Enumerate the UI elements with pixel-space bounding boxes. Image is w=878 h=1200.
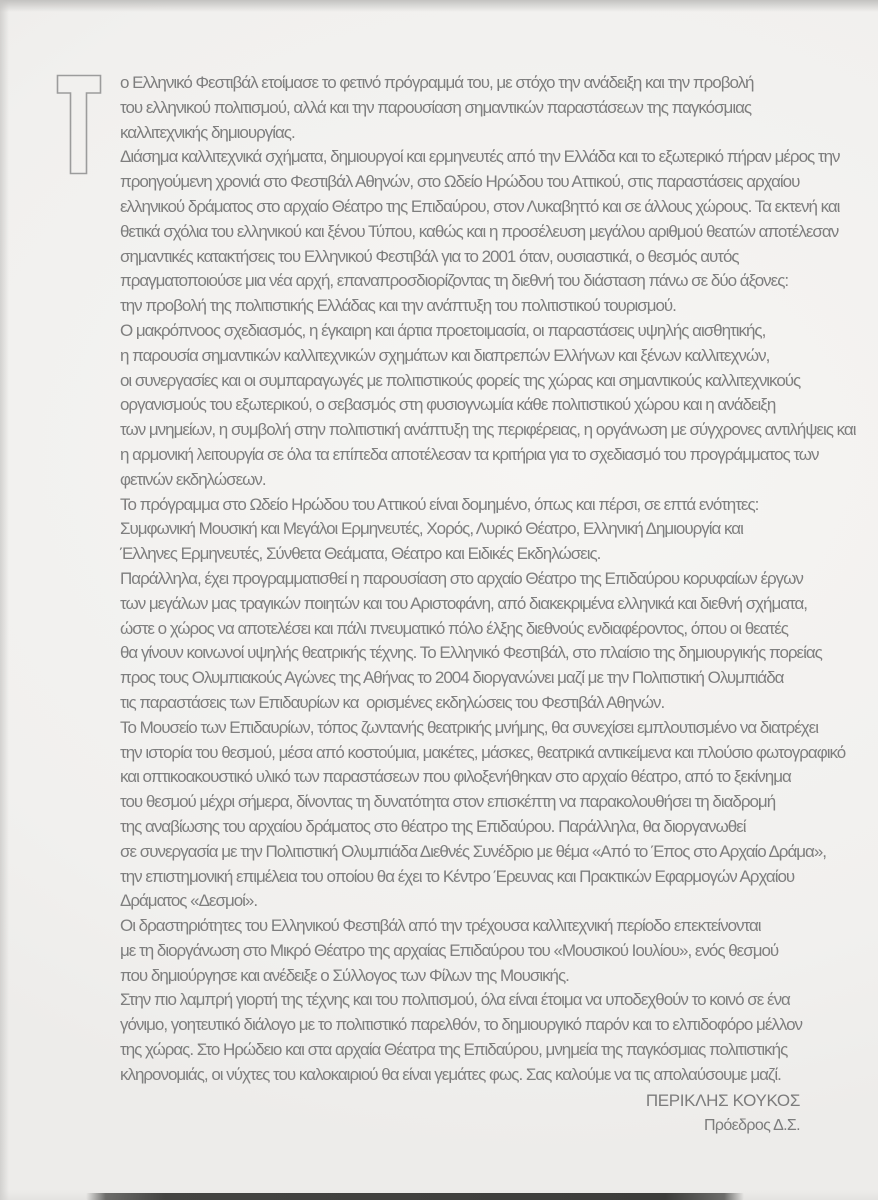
text-line: Ο μακρόπνοος σχεδιασμός, η έγκαιρη και άρτια προετοιμασία, οι παραστάσεις υψηλής αισθητικής,	[120, 320, 766, 340]
text-line: των μεγάλων μας τραγικών ποιητών και του Αριστοφάνη, από διακεκριμένα ελληνικά και διεθνή σχήματα,	[120, 593, 808, 613]
text-line: Οι δραστηριότητες του Ελληνικού Φεστιβάλ από την τρέχουσα καλλιτεχνική περίοδο επεκτείνονται	[120, 916, 761, 936]
text-line: οι συνεργασίες και οι συμπαραγωγές με πολιτιστικούς φορείς της χώρας και σημαντικούς καλλιτεχνικούς	[120, 370, 801, 390]
scan-artifact-bar	[86, 1193, 744, 1200]
text-line: η αρμονική λειτουργία σε όλα τα επίπεδα αποτέλεσαν τα κριτήρια για το σχεδιασμό του προγράμματος των	[120, 444, 819, 464]
text-line: Στην πιο λαμπρή γιορτή της τέχνης και του πολιτισμού, όλα είναι έτοιμα να υποδεχθούν το κοινό σε ένα	[120, 990, 790, 1010]
text-line: της χώρας. Στο Ηρώδειο και στα αρχαία Θέατρα της Επιδαύρου, μνημεία της παγκόσμιας πολιτιστικής	[120, 1040, 788, 1060]
text-line: γόνιμο, γοητευτικό διάλογο με το πολιτιστικό παρελθόν, το δημιουργικό παρόν και το ελπιδοφόρο μέλλον	[120, 1015, 802, 1035]
text-line: Δράματος «Δεσμοί».	[120, 891, 258, 911]
text-line: θετικά σχόλια του ελληνικού και ξένου Τύπου, καθώς και η προσέλευση μεγάλου αριθμού θεατών αποτέλεσαν	[120, 221, 839, 241]
text-line: φετινών εκδηλώσεων.	[120, 469, 266, 489]
text-line: του ελληνικού πολιτισμού, αλλά και την παρουσίαση σημαντικών παραστάσεων της παγκόσμιας	[120, 97, 752, 117]
text-line: προηγούμενη χρονιά στο Φεστιβάλ Αθηνών, στο Ωδείο Ηρώδου του Αττικού, στις παραστάσεις αρχαίου	[120, 172, 800, 192]
text-line: του θεσμού μέχρι σήμερα, δίνοντας τη δυνατότητα στον επισκέπτη να παρακολουθήσει τη διαδρομή	[120, 792, 776, 812]
text-line: καλλιτεχνικής δημιουργίας.	[120, 122, 295, 142]
signature-title: Πρόεδρος Δ.Σ.	[703, 1117, 800, 1134]
text-line: και οπτικοακουστικό υλικό των παραστάσεων που φιλοξενήθηκαν στο αρχαίο θέατρο, από το ξεκίνημα	[120, 767, 791, 787]
text-line: κληρονομιάς, οι νύχτες του καλοκαιριού θα είναι γεμάτες φως. Σας καλούμε να τις απολαύσουμε μαζί.	[120, 1064, 781, 1084]
text-line: σημαντικές κατακτήσεις του Ελληνικού Φεστιβάλ για το 2001 όταν, ουσιαστικά, ο θεσμός αυτός	[120, 246, 739, 266]
text-line: την επιστημονική επιμέλεια του οποίου θα έχει το Κέντρο Έρευνας και Πρακτικών Εφαρμογών Αρχαίου	[120, 866, 795, 886]
text-line: προς τους Ολυμπιακούς Αγώνες της Αθήνας το 2004 διοργανώνει μαζί με την Πολιτιστική Ολυμπιάδα	[120, 668, 784, 688]
text-line: Συμφωνική Μουσική και Μεγάλοι Ερμηνευτές, Χορός, Λυρικό Θέατρο, Ελληνική Δημιουργία και	[120, 519, 743, 539]
signature-block	[646, 1088, 800, 1138]
text-line: Έλληνες Ερμηνευτές, Σύνθετα Θεάματα, Θέατρο και Ειδικές Εκδηλώσεις.	[120, 544, 601, 564]
signature-name: ΠΕΡΙΚΛΗΣ ΚΟΥΚΟΣ	[645, 1091, 800, 1110]
text-line: Παράλληλα, έχει προγραμματισθεί η παρουσίαση στο αρχαίο Θέατρο της Επιδαύρου κορυφαίων έργων	[120, 568, 803, 588]
dropcap-letter-t-icon	[56, 74, 102, 175]
text-line: την ιστορία του θεσμού, μέσα από κοστούμια, μακέτες, μάσκες, θεατρικά αντικείμενα και πλούσιο φωτογραφικό	[120, 742, 846, 762]
text-line: που δημιούργησε και ανέδειξε ο Σύλλογος των Φίλων της Μουσικής.	[120, 965, 569, 985]
text-line: θα γίνουν κοινωνοί υψηλής θεατρικής τέχνης. Το Ελληνικό Φεστιβάλ, στο πλαίσιο της δημιουργικής πορείας	[120, 643, 822, 663]
text-line: η παρουσία σημαντικών καλλιτεχνικών σχημάτων και διαπρεπών Ελλήνων και ξένων καλλιτεχνών,	[120, 345, 770, 365]
text-line: της αναβίωσης του αρχαίου δράματος στο θέατρο της Επιδαύρου. Παράλληλα, θα διοργανωθεί	[120, 816, 746, 836]
text-line: με τη διοργάνωση στο Μικρό Θέατρο της αρχαίας Επιδαύρου του «Μουσικού Ιουλίου», ενός θεσμού	[120, 940, 779, 960]
text-line: πραγματοποιούσε μια νέα αρχή, επαναπροσδιορίζοντας τη διεθνή του διάσταση πάνω σε δύο άξονες:	[120, 271, 789, 291]
text-line: τις παραστάσεις των Επιδαυρίων κα ορισμένες εκδηλώσεις του Φεστιβάλ Αθηνών.	[120, 692, 665, 712]
text-line: ώστε ο χώρος να αποτελέσει και πάλι πνευματικό πόλο έλξης διεθνούς ενδιαφέροντος, όπου οι θεατές	[120, 618, 788, 638]
text-line: την προβολή της πολιτιστικής Ελλάδας και την ανάπτυξη του πολιτιστικού τουρισμού.	[120, 296, 676, 316]
text-line: ο Ελληνικό Φεστιβάλ ετοίμασε το φετινό πρόγραμμά του, με στόχο την ανάδειξη και την προβολή	[120, 73, 754, 92]
text-line: οργανισμούς του εξωτερικού, ο σεβασμός στη φυσιογνωμία κάθε πολιτιστικού χώρου και η ανάδειξη	[120, 395, 776, 415]
text-line: Διάσημα καλλιτεχνικά σχήματα, δημιουργοί και ερμηνευτές από την Ελλάδα και το εξωτερικό πήραν μέρος την	[120, 147, 840, 167]
text-line: ελληνικού δράματος στο αρχαίο Θέατρο της Επιδαύρου, στον Λυκαβηττό και σε άλλους χώρους. Τα εκτενή και	[120, 196, 840, 216]
text-line: σε συνεργασία με την Πολιτιστική Ολυμπιάδα Διεθνές Συνέδριο με θέμα «Από το Έπος στο Αρχαίο Δράμα»,	[120, 841, 826, 861]
text-line: Το πρόγραμμα στο Ωδείο Ηρώδου του Αττικού είναι δομημένο, όπως και πέρσι, σε επτά ενότητες:	[120, 494, 759, 514]
text-line: των μνημείων, η συμβολή στην πολιτιστική ανάπτυξη της περιφέρειας, η οργάνωση με σύγχρονες αντιλήψεις και	[120, 420, 856, 440]
letter-body-text	[120, 71, 856, 1088]
text-line: Το Μουσείο των Επιδαυρίων, τόπος ζωντανής θεατρικής μνήμης, θα συνεχίσει εμπλουτισμένο να διατρέχει	[120, 717, 818, 737]
